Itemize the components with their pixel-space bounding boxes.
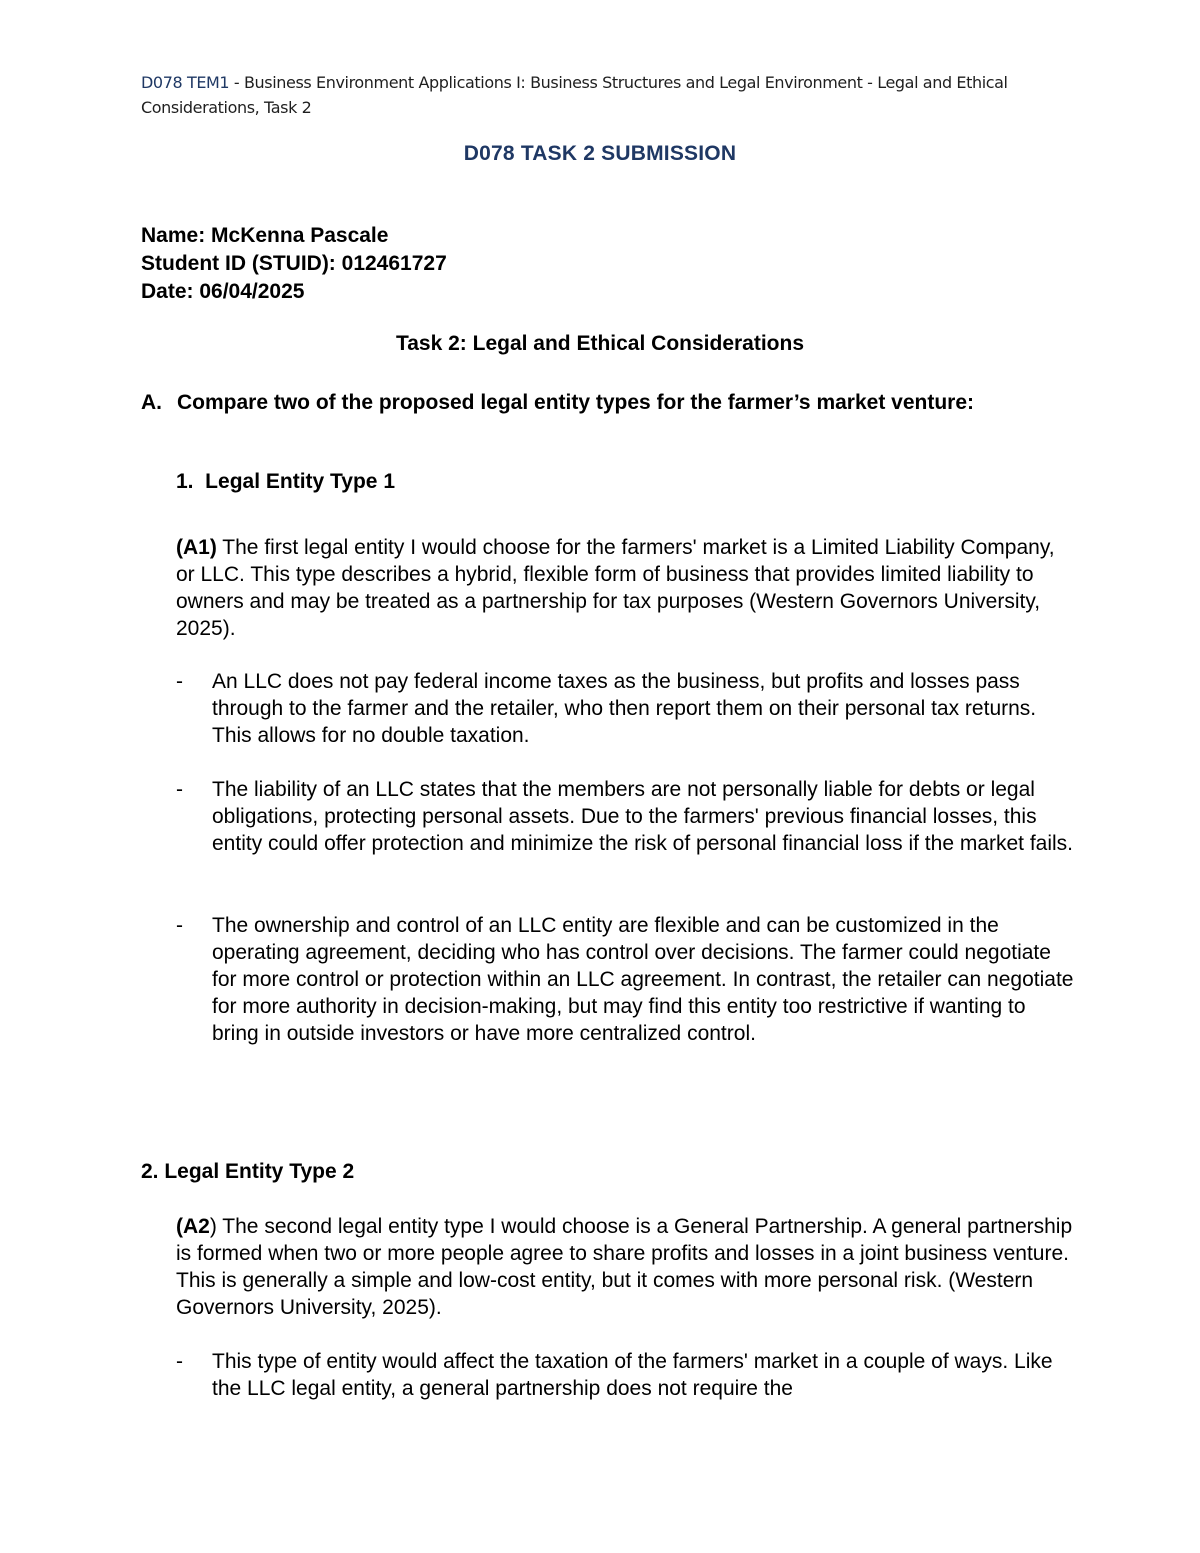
bullet-dash: - [176,778,183,801]
list-item [176,668,1076,749]
entity-1-heading: 1. Legal Entity Type 1 [176,470,396,493]
list-item [176,912,1076,1047]
entity-1-paragraph [176,534,1076,642]
document-title: D078 TASK 2 SUBMISSION [463,142,737,165]
task-title: Task 2: Legal and Ethical Considerations [395,332,805,355]
entity-2-paragraph [176,1213,1076,1321]
section-a-heading [141,389,1041,416]
course-code: D078 TEM1 [141,73,230,92]
bullet-text: The ownership and control of an LLC entity are flexible and can be customized in the operating agreement, deciding who has control over decisions. The farmer could negotiate for more control or protection within an LLC agreement. In contrast, the retailer can negotiate for more authority in decision-making, but may find this entity too restrictive if wanting to bring in outside investors or have more centralized control. [212,914,1074,1045]
course-description: - Business Environment Applications I: Business Structures and Legal Environment - Legal and Ethical Considerations, Task 2 [141,73,1008,117]
list-item [176,1348,1076,1402]
bullet-dash: - [176,1350,183,1373]
bullet-dash: - [176,670,183,693]
entity-1-text: The first legal entity I would choose for the farmers' market is a Limited Liability Company, or LLC. This type describes a hybrid, flexible form of business that provides limited liability to owners and may be treated as a partnership for tax purposes (Western Governors University, 2025). [176,536,1055,640]
student-id: Student ID (STUID): 012461727 [141,252,447,275]
section-a-text: Compare two of the proposed legal entity types for the farmer’s market venture: [177,391,975,414]
submission-date: Date: 06/04/2025 [141,280,305,303]
bullet-dash: - [176,914,183,937]
bullet-text: An LLC does not pay federal income taxes as the business, but profits and losses pass through to the farmer and the retailer, who then report them on their personal tax returns. This allows for no double taxation. [212,670,1037,747]
list-item [176,776,1076,857]
bullet-text: This type of entity would affect the taxation of the farmers' market in a couple of ways. Like the LLC legal entity, a general partnership does not require the [212,1350,1053,1400]
entity-2-label: (A2 [176,1215,210,1238]
entity-2-text: ) The second legal entity type I would choose is a General Partnership. A general partnership is formed when two or more people agree to share profits and losses in a joint business venture. This is generally a simple and low-cost entity, but it comes with more personal risk. (Western Governors University, 2025). [176,1215,1073,1319]
student-info [141,222,447,306]
section-a-letter: A. [141,391,162,414]
entity-2-heading: 2. Legal Entity Type 2 [141,1160,355,1183]
student-name: Name: McKenna Pascale [141,224,389,247]
page-header [141,70,1061,120]
bullet-text: The liability of an LLC states that the members are not personally liable for debts or legal obligations, protecting personal assets. Due to the farmers' previous financial losses, this entity could offer protection and minimize the risk of personal financial loss if the market fails. [212,778,1074,855]
entity-1-label: (A1) [176,536,217,559]
